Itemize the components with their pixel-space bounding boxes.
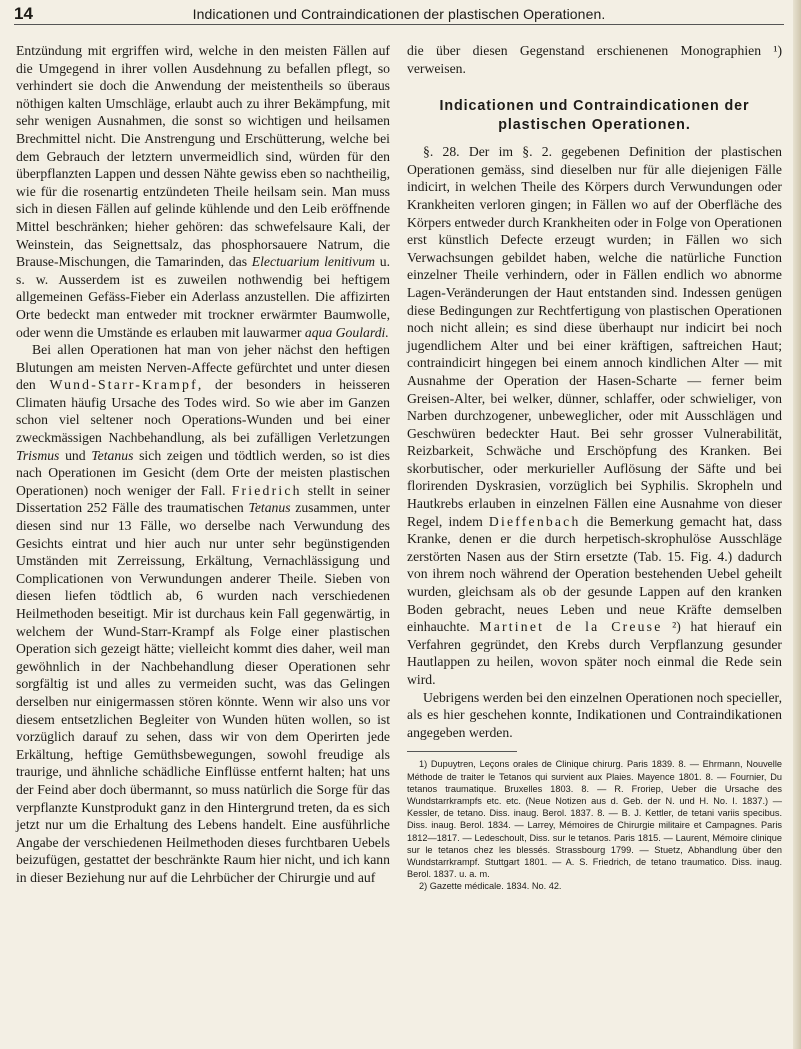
text-run: §. 28. Der im §. 2. gegebenen Definition der plastischen Operationen gemäss, sind dieselben nur für alle diejenigen Fälle indicirt, in welchen Theile des Körpers durch Verwundungen oder Krankheiten verloren gingen; in Fällen wo auf der Oberfläche des Körpers entweder durch Krankheiten oder in Folge von Operationen erst künstlich Defecte erzeugt wurden; in Fällen wo sich Verwachsungen gebildet haben, welche die natürliche Function einzelner Theile verhindern, oder in Fällen endlich wo abnorme Lagen-Veränderungen der Haut entstanden sind. Indessen genügen diese Bedingungen zur Rechtfertigung von plastischen Operationen noch nicht allein; es sind diese überhaupt nur indicirt bei noch jugendlichem Alter und bei einer kräftigen, saftreichen Haut; contraindicirt hingegen bei einem annoch kindlichen Alter — mit Ausnahme der Operation der Hasen-Scharte — ferner beim Greisen-Alter, bei welker, dünner, schlaffer, oder schwieliger, von Narben durchzogener, unbeweglicher, oder mit Ausschlägen und Geschwüren bedeckter Haut. Bei sehr grosser Vulnerabilität, Reizbarkeit, Schwäche und Erschöpfung des Kranken. Bei skorbutischer, oder merkurieller Auflösung der Säfte und bei florirenden Dyskrasien, vorzüglich bei Syphilis. Skropheln und Hautkrebs erlauben in einzelnen Fällen eine Ausnahme von dieser Regel, indem [407,144,782,529]
right-column [407,42,782,893]
text-run: stellt in seiner Dissertation 252 Fälle des traumatischen [16,482,390,516]
page-edge [793,0,801,1049]
footnote: 1) Dupuytren, Leçons orales de Clinique chirurg. Paris 1839. 8. — Ehrmann, Nouvelle Méthode de traiter le Tetanos qui survient aux Plaies. Mayence 1801. 8. — Fournier, Du tetanos traumatique. Bruxelles 1803. 8. — R. Froriep, Ueber die Ursache des Wundstarrkrampfs etc. etc. (Neue Notizen aus d. Geb. der N. und H. No. I. 1837.) — Kessler, de tetano. Diss. inaug. Berol. 1837. 8. — B. J. Kettler, de tetani variis specibus. Diss. inaug. Berol. 1834. — Larrey, Mémoires de Chirurgie militaire et Campagnes. Paris 1812—1817. — Ledeschoult, Diss. sur le tetanos. Paris 1815. — Laurent, Mémoire clinique sur le tetanos chez les blessés. Strassbourg 1799. — Stuetz, Abhandlung über den Wundstarrkrampf. Stuttgart 1801. — A. S. Friedrich, de tetano traumatico. Diss. inaug. Berol. 1837. u. a. m. [407,759,782,880]
text-run: und [59,447,92,463]
text-run: Bei allen Operationen hat man von jeher nächst den heftigen Blutungen am meisten Nerven-Affecte gefürchtet und unter diesen den [16,342,390,393]
left-column [16,42,390,887]
author-name: Martinet de la Creuse [479,619,663,635]
spaced-term: Wund-Starr-Krampf [49,377,198,393]
italic-term: Tetanus [91,447,134,463]
italic-term: Tetanus [248,500,291,516]
paragraph [16,42,390,341]
page-number: 14 [14,4,33,23]
author-name: Dieffenbach [488,513,581,529]
footnote-rule [407,751,517,752]
text-run: ²) hat hierauf ein Verfahren gegründet, den Krebs durch Verpflanzung gesunder Hautlappen zu heilen, wovon später noch einmal die Rede sein wird. [407,619,782,687]
paragraph: Uebrigens werden bei den einzelnen Operationen noch specieller, als es hier geschehen konnte, Indikationen und Contraindikationen angegeben werden. [407,689,782,740]
running-title: Indicationen und Contraindicationen der plastischen Operationen. [192,6,606,22]
text-run: die Bemerkung gemacht hat, dass Kranke, denen er die durch herpetisch-skrophulöse Ausschläge zerstörten Nasen aus der Stirn ersetzte (Tab. 15. Fig. 4.) dadurch von ihrem noch während der Operation bestehenden Uebel geheilt wurden, gleichsam als ob der gesunde Lappen auf den kranken Boden gebracht, neues Leben und neue Kräfte demselben einhauchte. [407,513,782,635]
author-name: Friedrich [231,482,302,498]
text-run: sich zeigen und tödtlich werden, so ist dies nach Operationen im Gesicht (dem Orte der meisten plastischen Operationen) noch weniger der Fall. [16,447,390,498]
text-run: u. s. w. Ausserdem ist es zuweilen nothwendig bei heftigem allgemeinen Gefäss-Fieber ein Aderlass anzustellen. Die affizirten Orte bedeckt man entweder mit trockner erwärmter Baumwolle, oder wenn die Umstände es erlauben mit lauwarmer [16,254,391,340]
page-header [14,4,784,24]
italic-term: Trismus [16,447,60,463]
paragraph: die über diesen Gegenstand erschienenen Monographien ¹) verweisen. [407,43,782,76]
italic-term: aqua Goulardi. [304,324,389,340]
text-run: , der besonders in heisseren Climaten häufig Ursache des Todes wird. So wie aber im Ganzen schon viel seltener noch Operations-Wunden und bei einer zweckmässigen Nachbehandlung, als bei zufälligen Verletzungen [16,377,391,446]
footnote: 2) Gazette médicale. 1834. No. 42. [419,881,562,892]
italic-term: Electuarium lenitivum [251,254,376,270]
text-run: Entzündung mit ergriffen wird, welche in den meisten Fällen auf die Umgegend in ihrer vollen Ausdehnung zu befallen pflegt, so verhindert sie doch die Anwendung der meistentheils so überaus nöthigen kalten Umschläge, erlaubt auch zu ihrer Bekämpfung, mit sehr wenigen Ausnahmen, die sonst so wichtigen und heilsamen Brechmittel nicht. Die Anstrengung und Erschütterung, welche bei dem Gebrauch der letztern unvermeidlich sind, würden für den überpflanzten Lappen und dessen Nähte gewiss eben so nachtheilig, wie für die rosenartig entzündeten Theile heilsam sein. Man muss sich in diesen Fällen auf gelinde kühlende und den Leib eröffnende Mittel beschränken; hieher gehören: das schwefelsaure Kali, der Weinstein, das Seignettsalz, das phosphorsauere Natrum, die Brause-Mischungen, die Tamarinden, das [16,43,390,270]
paragraph [16,341,390,886]
section-heading: Indicationen und Contraindicationen der plastischen Operationen. [439,98,750,134]
text-run: zusammen, unter diesen sind nur 13 Fälle, wo derselbe nach Verwundung des Gesichts eintrat und hier auch nur unter sehr begünstigenden Umständen mit Zerreissung, Erkältung, Vernachlässigung und Complicationen von Verwundungen anderer Theile. Sieben von diesen liefen tödtlich ab, 6 wurden nach verschiedenen Heilmethoden beseitigt. Mir ist durchaus kein Fall gegenwärtig, in welchem der Wund-Starr-Krampf als Folge einer plastischen Operation sich gezeigt hätte; vielleicht kommt dies daher, weil man gewöhnlich in der Nachbehandlung dieser Operationen sehr sorgfältig ist und alles zu vermeiden sucht, was das Gelingen derselben nur einigermassen stören könnte. Wenn wir also uns vor diesem entsetzlichen Begleiter von Wunden hüten wollen, so ist vorzüglich darauf zu sehen, dass wir von dem Operirten jede Erkältung, heftige Gemüthsbewegungen, sowohl freudige als traurige, und ähnliche schädliche Einflüsse entfernt halten; hat uns der Feind aber doch übermannt, so muss natürlich die Sorge für das verpflanzte Kunstprodukt ganz in den Hintergrund treten, da es sich jetzt nur um die Erhaltung des Lebens handelt. Eine ausführliche Angabe der verschiedenen Heilmethoden dieses furchtbaren Uebels beizufügen, gestattet der beschränkte Raum hier nicht, und ich kann in dieser Beziehung nur auf die Lehrbücher der Chirurgie und auf [16,500,390,885]
footnotes [407,758,782,892]
header-rule [14,24,784,25]
paragraph [407,143,782,688]
